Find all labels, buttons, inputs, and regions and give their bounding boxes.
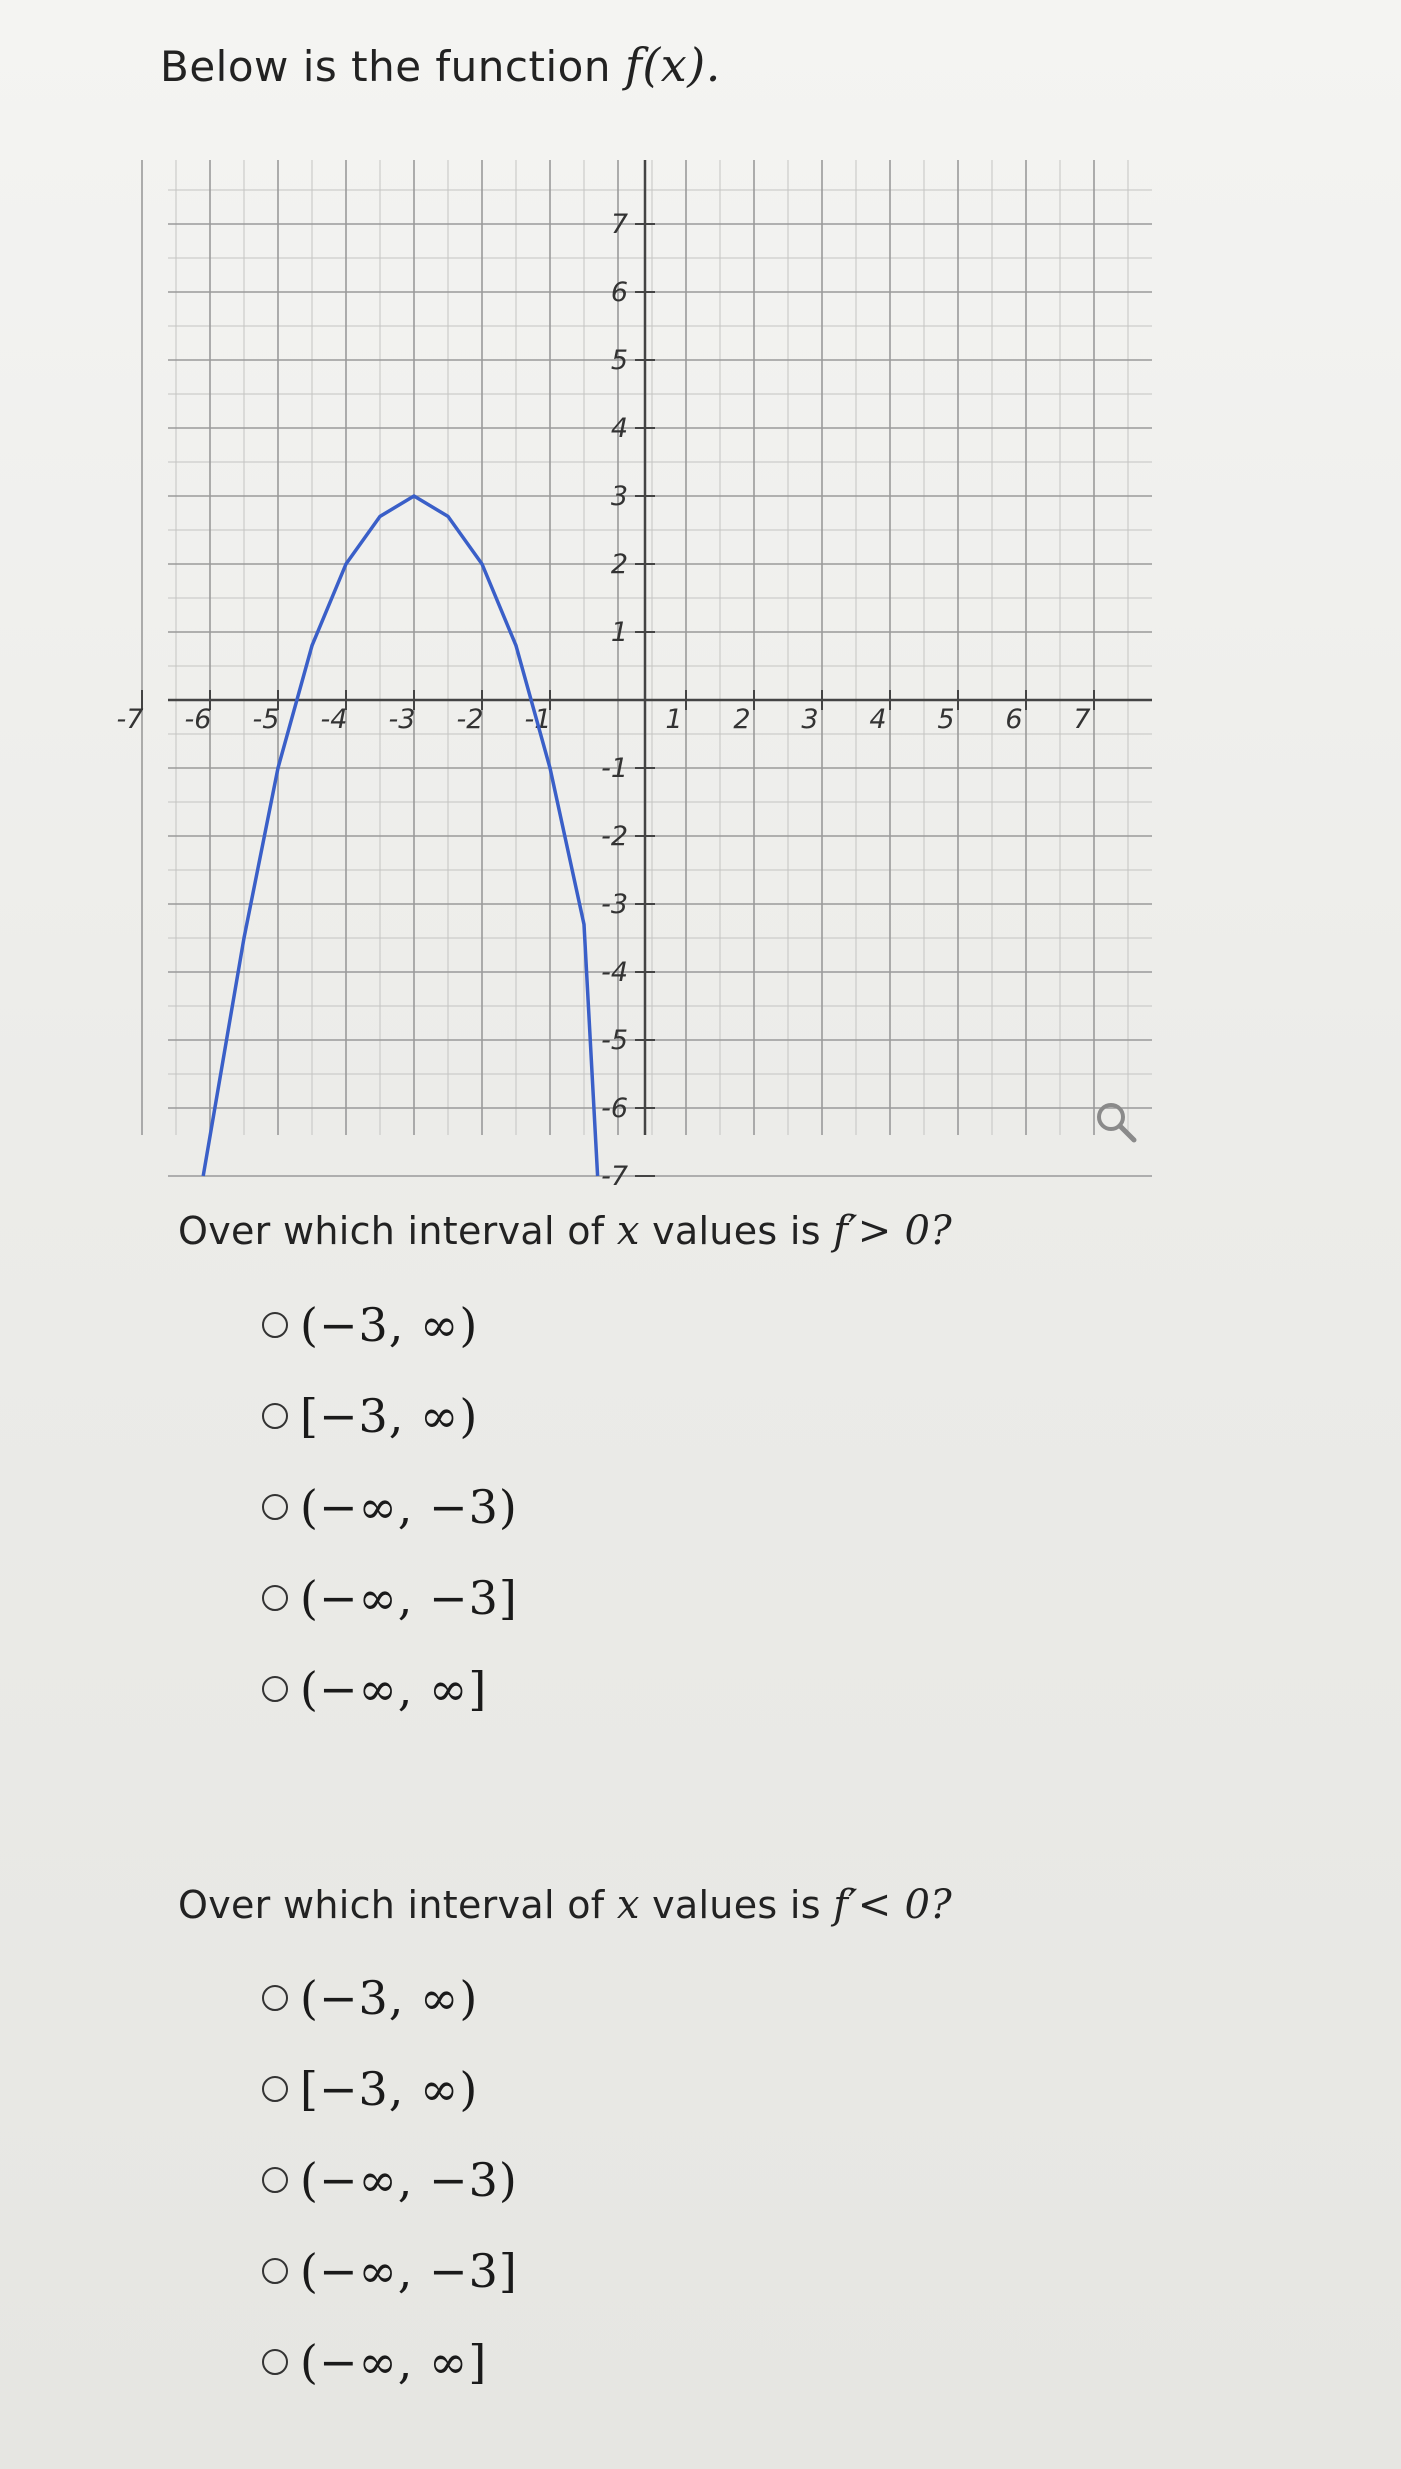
option-label: (−∞, −3)	[300, 2152, 518, 2207]
y-tick-label: -5	[601, 1025, 628, 1056]
question-2	[178, 1882, 952, 1928]
y-tick-label: 1	[610, 617, 628, 648]
x-tick-label: 4	[869, 704, 887, 735]
x-tick-label: 3	[801, 704, 819, 735]
y-tick-label: 7	[610, 209, 628, 240]
y-tick-label: 5	[610, 345, 628, 376]
x-tick-label: -1	[524, 704, 552, 735]
question-1-math: f′> 0?	[833, 1208, 953, 1254]
y-tick-label: -2	[601, 821, 628, 852]
option-label: (−∞, ∞]	[300, 2334, 488, 2389]
y-tick-label: 6	[610, 277, 628, 308]
radio-button[interactable]	[262, 2076, 288, 2102]
x-tick-label: -6	[184, 704, 212, 735]
question-2-middle: values is	[652, 1883, 821, 1927]
y-tick-label: -7	[601, 1161, 628, 1192]
x-tick-label: 7	[1073, 704, 1091, 735]
question-2-var: x	[616, 1882, 640, 1928]
intro-label: Below is the function	[160, 42, 611, 91]
x-tick-label: -5	[252, 704, 280, 735]
radio-button[interactable]	[262, 1985, 288, 2011]
q1-option-4[interactable]	[262, 1552, 518, 1643]
y-tick-label: -6	[601, 1093, 628, 1124]
radio-button[interactable]	[262, 1676, 288, 1702]
graph-svg	[0, 0, 1401, 1200]
radio-button[interactable]	[262, 1403, 288, 1429]
option-label: (−∞, −3)	[300, 1479, 518, 1534]
q2-option-4[interactable]	[262, 2225, 518, 2316]
x-tick-label: -3	[388, 704, 416, 735]
option-label: (−∞, −3]	[300, 1570, 518, 1625]
radio-button[interactable]	[262, 1585, 288, 1611]
y-tick-label: -3	[601, 889, 628, 920]
radio-button[interactable]	[262, 1312, 288, 1338]
question-1-prefix: Over which interval of	[178, 1209, 605, 1253]
option-label: [−3, ∞)	[300, 2061, 479, 2116]
q1-option-3[interactable]	[262, 1461, 518, 1552]
radio-button[interactable]	[262, 2349, 288, 2375]
function-graph	[0, 0, 1401, 1200]
x-tick-label: 5	[937, 704, 955, 735]
question-2-prefix: Over which interval of	[178, 1883, 605, 1927]
option-label: (−∞, ∞]	[300, 1661, 488, 1716]
question-2-options	[262, 1952, 518, 2407]
question-1-options	[262, 1279, 518, 1734]
q2-option-3[interactable]	[262, 2134, 518, 2225]
option-label: (−3, ∞)	[300, 1297, 479, 1352]
x-tick-label: -7	[116, 704, 144, 735]
y-tick-label: 2	[610, 549, 628, 580]
y-tick-label: 3	[610, 481, 628, 512]
q1-option-5[interactable]	[262, 1643, 518, 1734]
question-2-math: f′< 0?	[833, 1882, 953, 1928]
question-1	[178, 1208, 952, 1254]
magnifier-icon[interactable]	[1092, 1098, 1142, 1148]
x-tick-label: -4	[320, 704, 348, 735]
question-1-middle: values is	[652, 1209, 821, 1253]
function-label: f(x).	[624, 38, 721, 92]
y-tick-label: -4	[601, 957, 628, 988]
y-tick-label: 4	[610, 413, 628, 444]
q1-option-2[interactable]	[262, 1370, 518, 1461]
x-tick-label: 6	[1005, 704, 1023, 735]
q2-option-5[interactable]	[262, 2316, 518, 2407]
y-tick-label: -1	[601, 753, 628, 784]
q2-option-1[interactable]	[262, 1952, 518, 2043]
option-label: [−3, ∞)	[300, 1388, 479, 1443]
question-1-var: x	[616, 1208, 640, 1254]
radio-button[interactable]	[262, 2167, 288, 2193]
option-label: (−3, ∞)	[300, 1970, 479, 2025]
x-tick-label: 1	[665, 704, 683, 735]
radio-button[interactable]	[262, 2258, 288, 2284]
option-label: (−∞, −3]	[300, 2243, 518, 2298]
x-tick-label: -2	[456, 704, 484, 735]
q1-option-1[interactable]	[262, 1279, 518, 1370]
q2-option-2[interactable]	[262, 2043, 518, 2134]
x-tick-label: 2	[733, 704, 751, 735]
radio-button[interactable]	[262, 1494, 288, 1520]
